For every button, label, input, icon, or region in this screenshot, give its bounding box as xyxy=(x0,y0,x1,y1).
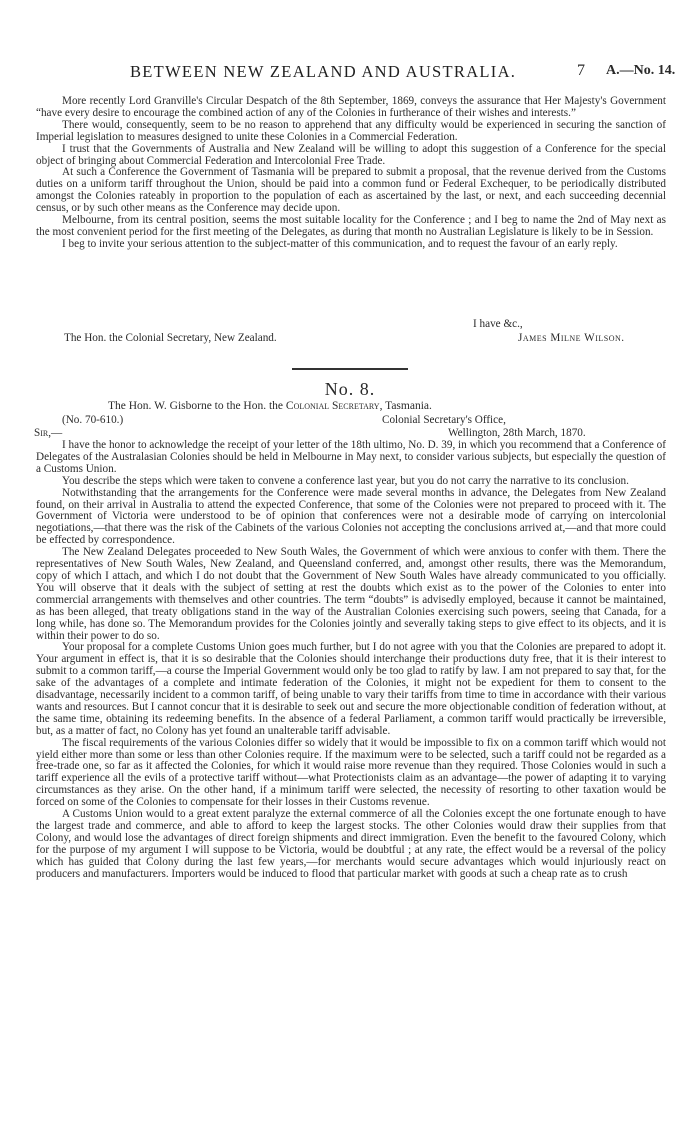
addressee: The Hon. the Colonial Secretary, New Zealand. xyxy=(64,332,277,344)
paragraph: I trust that the Governments of Australia and New Zealand will be willing to adopt this suggestion of a Conference for the special object of bringing about Commercial Federation and Intercolonial Free Trade. xyxy=(36,142,666,167)
paragraph: You describe the steps which were taken to convene a conference last year, but you do not carry the narrative to its conclusion. xyxy=(62,474,629,487)
paragraph: At such a Conference the Government of Tasmania will be prepared to submit a proposal, that the revenue derived from the Customs duties on a uniform tariff throughout the Union, should be paid into a common fund or Federal Exchequer, to be periodically distributed amongst the Colonies rateably in proportion to the population of each as ascertained by the last, or next, and each succeeding decennial census, or by such other means as the Conference may decide upon. xyxy=(36,166,666,215)
letter-reference: (No. 70-610.) xyxy=(62,414,124,426)
paragraph: I beg to invite your serious attention to the subject-matter of this communication, and to request the favour of an early reply. xyxy=(62,237,618,250)
letter-1-body xyxy=(36,96,666,251)
page-header xyxy=(0,62,700,84)
header-title: BETWEEN NEW ZEALAND AND AUSTRALIA. xyxy=(130,62,517,81)
salutation: Sir,— xyxy=(34,427,63,439)
sender-office: Colonial Secretary's Office, xyxy=(382,414,506,426)
document-number: No. 8. xyxy=(324,379,376,399)
paragraph: A Customs Union would to a great extent paralyze the external commerce of all the Colonies except the one fortunate enough to have the largest trade and commerce, and able to afford to keep the largest stocks. The other Colonies would draw their supplies from that Colony, and would lose the advantages of direct foreign shipments and direct immigration. Even the benefit to the favoured Colony, which for the purpose of my argument I will suppose to be Victoria, would be doubtful ; at any rate, the effect would be a reversal of the policy which has guided that Colony during the last few years,—for merchants would secure advantages which would injuriously react on producers and manufacturers. Importers would be induced to flood that particular market with goods at such a cheap rate as to crush xyxy=(36,808,666,880)
paragraph: Your proposal for a complete Customs Union goes much further, but I do not agree with you that the Colonies are prepared to adopt it. Your argument in effect is, that it is so desirable that the Colonies should interchange their productions duty free, that it is their interest to submit to a common tariff,—a course the Imperial Government would only be too glad to ratify by law. I am not prepared to say that, for the sake of the advantages of a complete and intimate federation of the Colonies, it might not be expedient for them to consent to the disadvantage, necessarily incident to a common tariff, of being unable to vary their tariffs from time to time in accordance with their various wants and resources. But I cannot concur that it is desirable to seek out and secure the more objectionable condition of federation without, at the same time, obtaining its redeeming benefits. In the absence of a federal Parliament, a common tariff would practically be irreversible, but, as a matter of fact, no Colony has yet found an unalterable tariff advisable. xyxy=(36,641,666,737)
signature: James Milne Wilson. xyxy=(518,332,625,344)
subject-prefix: The Hon. W. Gisborne to the Hon. the xyxy=(108,400,286,412)
paragraph: Melbourne, from its central position, seems the most suitable locality for the Conference ; and I beg to name the 2nd of May next as the most convenient period for the first meeting of the Delegates, as during that month no Australian Legislature is likely to be in Session. xyxy=(36,214,666,238)
subject-suffix: , Tasmania. xyxy=(379,400,432,412)
subject-recipient: Colonial Secretary xyxy=(285,400,380,412)
paragraph: Notwithstanding that the arrangements for the Conference were made several months in advance, the Delegates from New Zealand found, on their arrival in Australia to attend the expected Conference, that some of the Colonies were not prepared to proceed with it. The Government of Victoria were understood to be of opinion that conferences were not a desirable mode of carrying on intercolonial negotiations,—that there was the risk of the Cabinets of the various Colonies not accepting the conclusions arrived at,—and that more could be effected by correspondence. xyxy=(36,486,666,547)
paragraph: More recently Lord Granville's Circular Despatch of the 8th September, 1869, conveys the assurance that Her Majesty's Government “have every desire to encourage the combined action of any of the Colonies in furtherance of their wishes and interests.” xyxy=(36,95,666,119)
section-divider xyxy=(292,368,408,370)
paragraph: I have the honor to acknowledge the receipt of your letter of the 18th ultimo, No. D. 39, in which you recommend that a Conference of Delegates of the Australasian Colonies should be held in Melbourne in May next, to consider various subjects, but especially the question of a Customs Union. xyxy=(36,439,666,475)
paragraph: There would, consequently, seem to be no reason to apprehend that any difficulty would be experienced in securing the sanction of Imperial legislation to measures designed to unite these Colonies in a Commercial Federation. xyxy=(36,118,666,143)
closing-phrase: I have &c., xyxy=(473,318,523,330)
date-line: Wellington, 28th March, 1870. xyxy=(448,427,586,439)
letter-2-subject xyxy=(108,400,432,412)
page-number: 7 xyxy=(577,62,585,79)
letter-2-body xyxy=(36,440,666,881)
document-reference: A.—No. 14. xyxy=(606,63,676,78)
paragraph: The fiscal requirements of the various Colonies differ so widely that it would be impossible to fix on a common tariff which would not yield either more than some or less than other Colonies require. If the maximum were to be selected, such a tariff could not be regarded as a free-trade one, so far as it affected the Colonies, for which it would raise more revenue than they required. Those Colonies would in such a tariff experience all the evils of a protective tariff without—what Protectionists claim as an advantage—the power of adapting it to varying circumstances as they arise. On the other hand, if a minimum tariff were selected, the necessity of resorting to other taxation would be forced on some of the Colonies to compensate for their losses in their Customs revenue. xyxy=(36,736,666,809)
paragraph: The New Zealand Delegates proceeded to New South Wales, the Government of which were anxious to confer with them. There the representatives of New South Wales, New Zealand, and Queensland conferred, and, amongst other results, there was the Memorandum, copy of which I attach, and which I do not doubt that the Government of New South Wales have already communicated to you officially. You will observe that it deals with the subject of setting at rest the doubts which exist as to the power of the Colonies to enter into commercial arrangements with themselves and other countries. The term “doubts” is advisedly employed, because it cannot be maintained, as has been alleged, that treaty obligations stand in the way of the Australian Colonies exercising such powers, seeing that Canada, for a long while, has done so. The Memorandum provides for the Colonies jointly and severally taking steps to give effect to its objects, and it is within their power to do so. xyxy=(36,546,666,642)
